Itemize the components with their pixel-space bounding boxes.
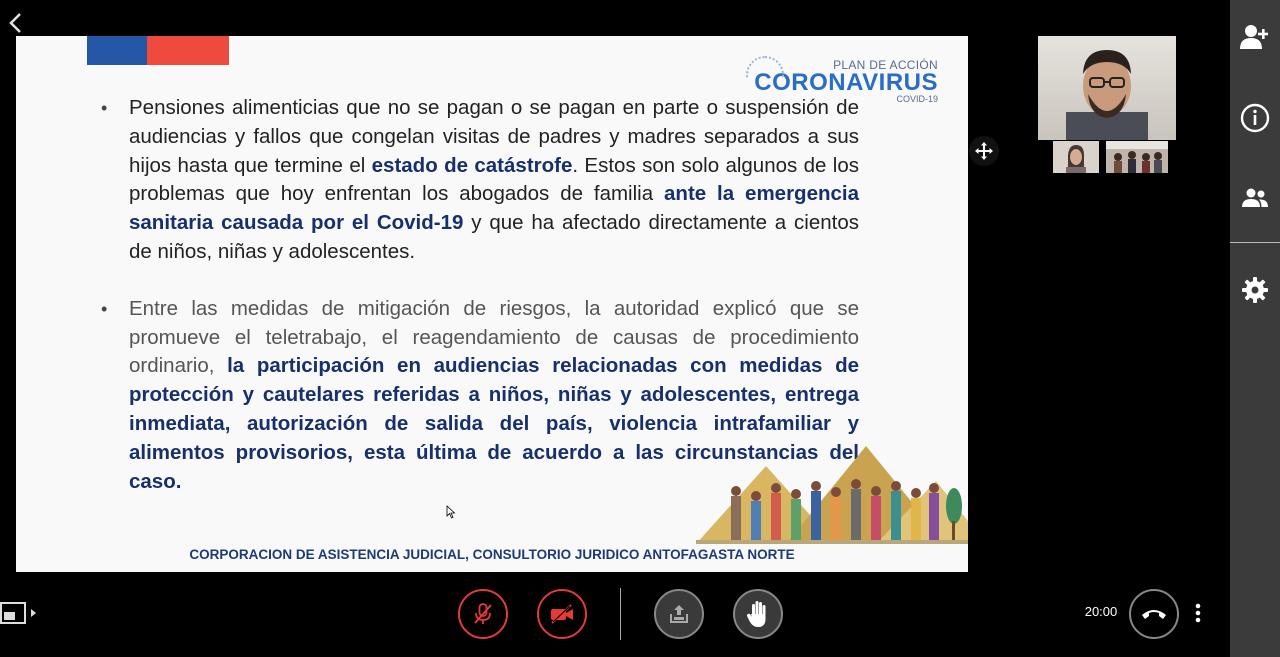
add-person-icon [1240, 24, 1270, 50]
bullet1-highlight-1: estado de catástrofe [371, 153, 573, 177]
hang-up-button[interactable] [1129, 589, 1179, 639]
brand-plan: PLAN DE ACCIÓN [833, 58, 938, 72]
chevron-left-icon [8, 12, 22, 34]
mic-off-icon [472, 602, 494, 626]
picture-in-picture-button[interactable] [0, 600, 40, 626]
bullet2-highlight-1: la participación en audiencias relacionadas con medidas de protección y cautelares referidas a niños, niñas y adolescentes, entrega inmediata, autorización de salida del país, violencia intrafamiliar y alimentos provisorios, esta última de acuerdo a las circunstancias del caso. [129, 354, 859, 493]
share-screen-icon [668, 603, 690, 625]
participants-icon [1242, 188, 1268, 208]
flag-red-block [147, 36, 229, 65]
raise-hand-icon [746, 600, 770, 628]
more-options-button[interactable] [1188, 598, 1208, 628]
gear-icon [1242, 277, 1268, 303]
participant-thumbnail-photo [1106, 141, 1168, 173]
picture-in-picture-icon [0, 600, 40, 626]
controls-divider [620, 588, 621, 640]
bullet1-text-2: . Estos son solo algunos de los problemas que hoy enfrentan los abogados de familia [129, 153, 860, 206]
shared-slide [16, 36, 968, 572]
right-sidebar [1230, 0, 1280, 657]
share-screen-button[interactable] [654, 589, 704, 639]
call-timer: 20:00 [1084, 604, 1118, 619]
participants-button[interactable] [1230, 173, 1280, 223]
info-icon [1240, 103, 1270, 133]
move-icon [974, 141, 994, 161]
participant-video-main[interactable] [1038, 36, 1176, 140]
move-handle[interactable] [969, 136, 999, 166]
info-button[interactable] [1230, 93, 1280, 143]
flag-blue-block [87, 36, 147, 65]
add-participant-button[interactable] [1230, 12, 1280, 62]
camera-toggle-button[interactable] [537, 589, 587, 639]
hang-up-icon [1141, 607, 1167, 621]
raise-hand-button[interactable] [733, 589, 783, 639]
back-button[interactable] [4, 10, 26, 36]
slide-footer: CORPORACION DE ASISTENCIA JUDICIAL, CONSULTORIO JURIDICO ANTOFAGASTA NORTE [189, 547, 795, 562]
camera-off-icon [549, 604, 575, 624]
participant-thumbnail-1[interactable] [1053, 141, 1099, 173]
settings-button[interactable] [1230, 265, 1280, 315]
bullet2-text-1: Entre las medidas de mitigación de riesgos, la autoridad explicó que se promueve el teletrabajo, el reagendamiento de causas de procedimiento ordinario, [129, 296, 859, 378]
bullet1-text-1: Pensiones alimenticias que no se pagan o se pagan en parte o suspensión de audiencias y fallos que congelan visitas de padres y madres separados a sus hijos hasta que termine el [129, 96, 859, 177]
participant-thumbnail-photo [1053, 141, 1099, 173]
more-vertical-icon [1195, 603, 1201, 623]
participant-photo [1066, 42, 1148, 140]
mute-mic-button[interactable] [458, 589, 508, 639]
sidebar-divider [1230, 242, 1280, 243]
mouse-cursor-icon [446, 505, 456, 519]
brand-title: CORONAVIRUS [754, 69, 938, 96]
bullet1-highlight-2: ante la emergencia sanitaria causada por el Covid-19 [129, 182, 859, 235]
brand-sub: COVID-19 [896, 94, 938, 104]
bullet1-text-3: y que ha afectado directamente a cientos de niños, niñas y adolescentes. [129, 211, 859, 263]
bullet-item-1 [101, 94, 859, 267]
participant-thumbnail-2[interactable] [1106, 141, 1168, 173]
people-illustration [696, 436, 968, 544]
